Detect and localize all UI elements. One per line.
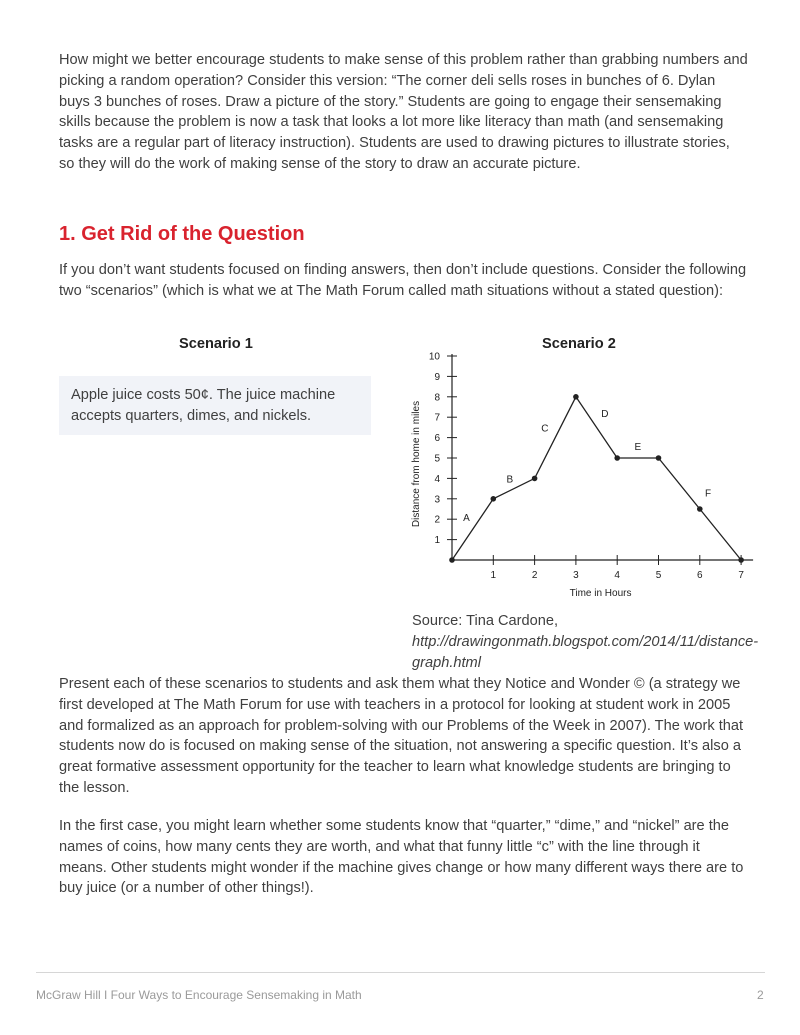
y-tick-label: 4 [434,473,440,485]
graph-source [412,611,759,673]
data-point [697,506,703,512]
chart-series [449,394,744,563]
present-paragraph: Present each of these scenarios to students and ask them what they Notice and Wonder © (a strategy we first developed at The Math Forum for use with teachers in a protocol for looking at student work in 2005 and formalized as an approach for problem-solving with our Problems of the Week in 2007). The work that students now do is focused on making sense of the situation, not answering a specific question. It’s also a great formative assessment opportunity for the teacher to learn what knowledge students are bringing to the lesson. [59,676,744,796]
data-point [738,557,744,563]
segment-label-b: B [506,474,514,486]
segment-label-f: F [705,488,712,500]
segment-label-c: C [541,423,549,435]
x-axis-label: Time in Hours [569,588,632,599]
distance-line [452,397,741,560]
segment-label-a: A [463,513,470,525]
x-tick-label: 1 [490,570,497,581]
x-tick-label: 5 [655,570,662,581]
data-point [532,476,538,482]
x-tick-label: 6 [697,570,703,581]
x-tick-label: 2 [531,570,538,581]
segment-label-d: D [601,409,609,421]
data-point [573,394,579,400]
y-tick-label: 5 [434,453,440,465]
y-tick-label: 8 [434,392,440,404]
y-tick-label: 2 [434,514,440,526]
y-tick-label: 6 [434,433,440,445]
y-tick-label: 1 [434,535,440,547]
x-tick-label: 4 [614,570,620,581]
y-tick-label: 3 [434,494,440,506]
y-axis-label: Distance from home in miles [411,400,422,528]
data-point [491,496,497,502]
source-prefix: Source: Tina Cardone, [412,613,559,629]
footer-title: McGraw Hill I Four Ways to Encourage Sensemaking in Math [36,988,362,1002]
data-point [614,455,620,461]
section-intro-paragraph: If you don’t want students focused on finding answers, then don’t include questions. Consider the following two “scenarios” (which is what we at The Math Forum called math situations without a stated question): [59,262,747,299]
source-link[interactable]: http://drawingonmath.blogspot.com/2014/11/distance-graph.html [412,633,759,671]
first-case-paragraph: In the first case, you might learn whether some students know that “quarter,” “dime,” and “nickel” are the names of coins, how many cents they are worth, and what that funny little “c” with the line through it means. Other students might wonder if the machine gives change or how many different ways there are to buy juice (or a number of other things!). [59,818,744,897]
y-tick-label: 9 [434,371,440,383]
intro-paragraph: How might we better encourage students to make sense of this problem rather than grabbing numbers and picking a random operation? Consider this version: “The corner deli sells roses in bunches of 6. Dylan buys 3 bunches of roses. Draw a picture of the story.” Students are going to engage their sensemaking skills because the problem is now a task that looks a lot more like literacy than math (and sensemaking tasks are a regular part of literacy instruction). Students are used to drawing pictures to illustrate stories, so they will do the work of making sense of the story to draw an accurate picture. [59,52,748,172]
y-tick-label: 10 [428,351,440,363]
scenario-1-title: Scenario 1 [179,336,253,352]
distance-time-graph [400,340,770,605]
chart-axes [452,354,753,560]
scenario-1-text: Apple juice costs 50¢. The juice machine accepts quarters, dimes, and nickels. [71,387,336,424]
scenario-2-title: Scenario 2 [542,336,616,352]
chart-labels [411,401,711,599]
segment-label-e: E [634,441,642,453]
x-tick-label: 3 [573,570,579,581]
x-tick-label: 7 [738,570,744,581]
data-point [656,455,662,461]
footer-divider [36,972,765,973]
section-heading: 1. Get Rid of the Question [59,223,305,245]
chart-ticks [429,352,744,582]
y-tick-label: 7 [434,412,440,424]
page-number: 2 [757,988,764,1002]
scenario-1-box [59,376,371,435]
data-point [449,557,455,563]
